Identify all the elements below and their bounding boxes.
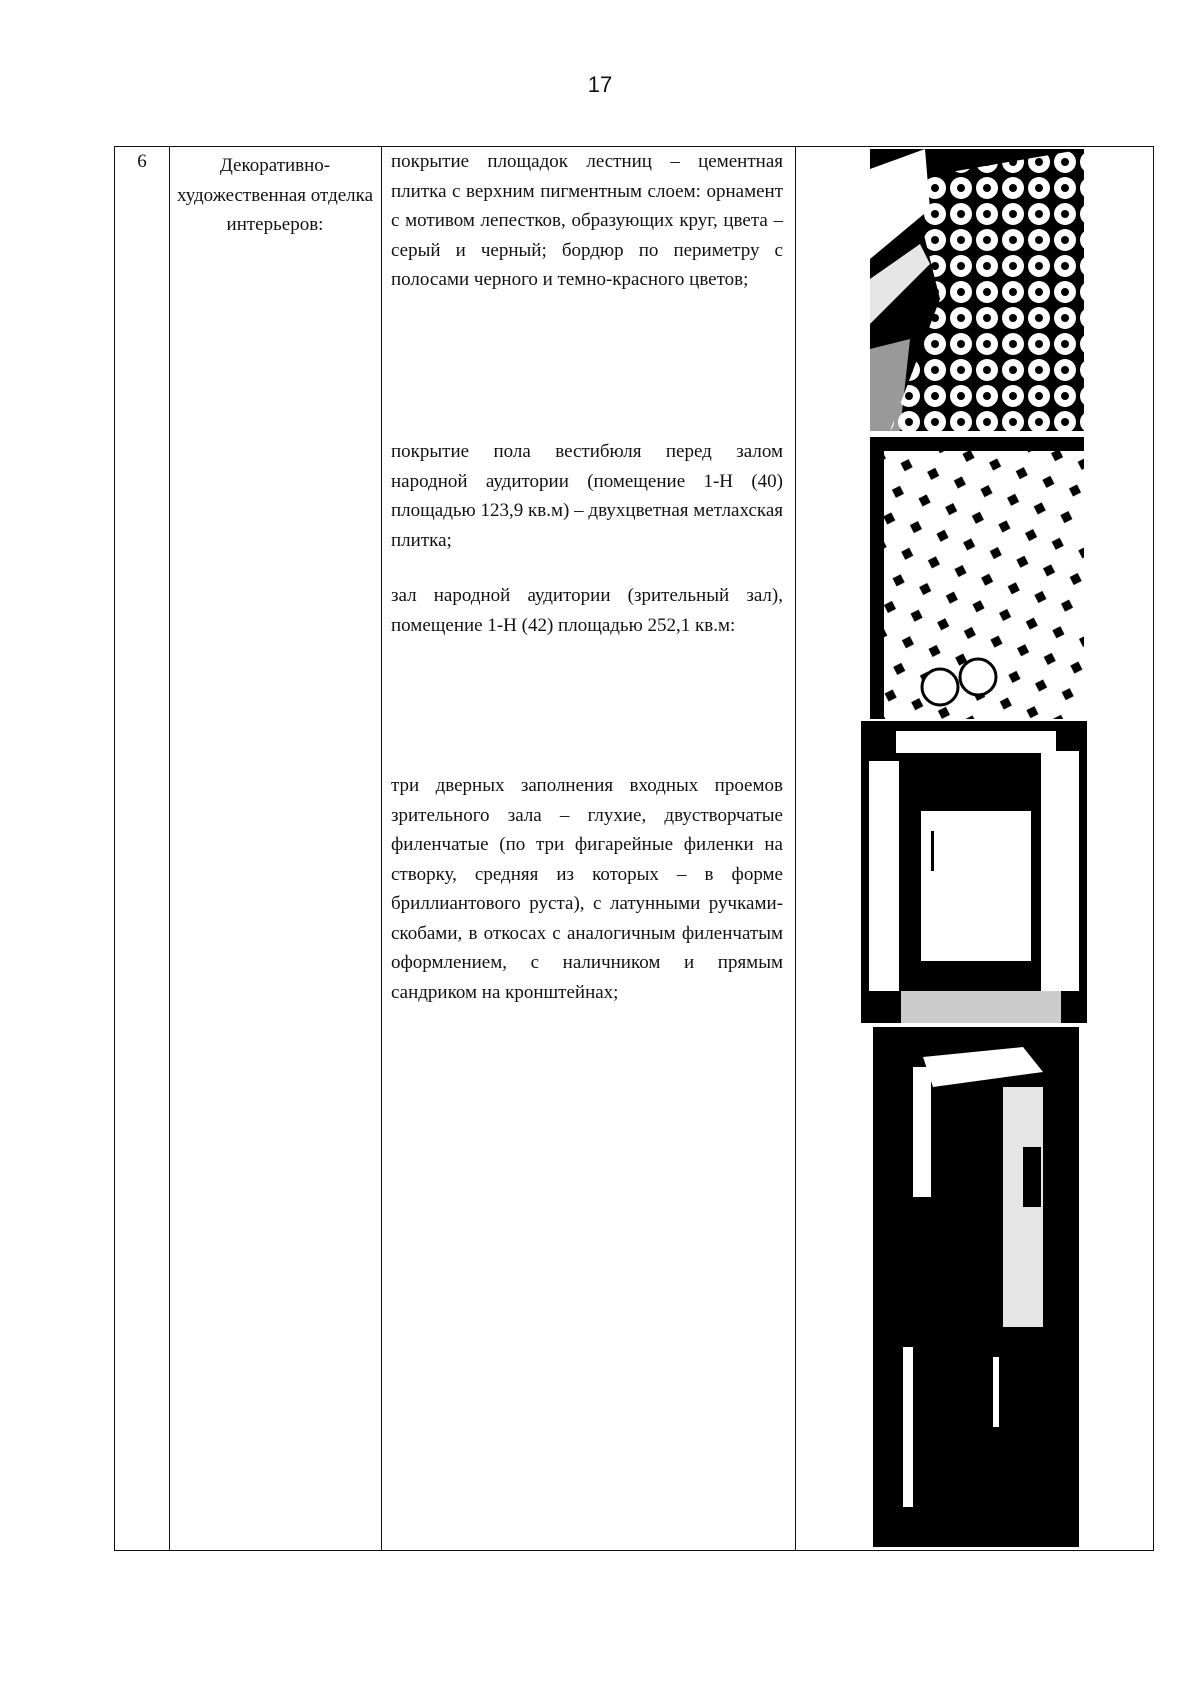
door-detail-image <box>873 1027 1079 1547</box>
row-category: Декоративно-художественная отделка интерьеров: <box>176 155 374 235</box>
column-divider <box>795 147 796 1550</box>
auditorium-door-image <box>861 721 1087 1023</box>
row-number: 6 <box>137 151 147 172</box>
item-stair-landing-tiles: покрытие площадок лестниц – цементная плитка с верхним пигментным слоем: орнамент с мотивом лепестков, образующих круг, цвета – серый и черный; бордюр по периметру с полосами черного и темно-красного цветов; <box>391 151 783 290</box>
vestibule-floor-image <box>870 437 1084 719</box>
column-divider <box>169 147 170 1550</box>
item-door-fillings: три дверных заполнения входных проемов зрительного зала – глухие, двустворчатые филенчатые (по три фигарейные филенки на створку, средняя из которых – в форме бриллиантового руста), с латунными ручками-скобами, в откосах с аналогичным филенчатым оформлением, с наличником и прямым сандриком на кронштейнах; <box>391 775 783 1003</box>
item-auditorium-hall: зал народной аудитории (зрительный зал), помещение 1-Н (42) площадью 252,1 кв.м: <box>391 585 783 636</box>
auditorium-door-photo <box>861 721 1087 1023</box>
door-detail-photo <box>873 1027 1079 1547</box>
stair-tile-image <box>870 149 1084 431</box>
monument-description-table <box>114 146 1154 1551</box>
page-number: 17 <box>587 72 613 97</box>
vestibule-floor-photo <box>870 437 1084 719</box>
column-divider <box>381 147 382 1550</box>
item-vestibule-floor: покрытие пола вестибюля перед залом народной аудитории (помещение 1-Н (40) площадью 123,9 кв.м) – двухцветная метлахская плитка; <box>391 441 783 551</box>
stair-tile-photo <box>870 149 1084 431</box>
